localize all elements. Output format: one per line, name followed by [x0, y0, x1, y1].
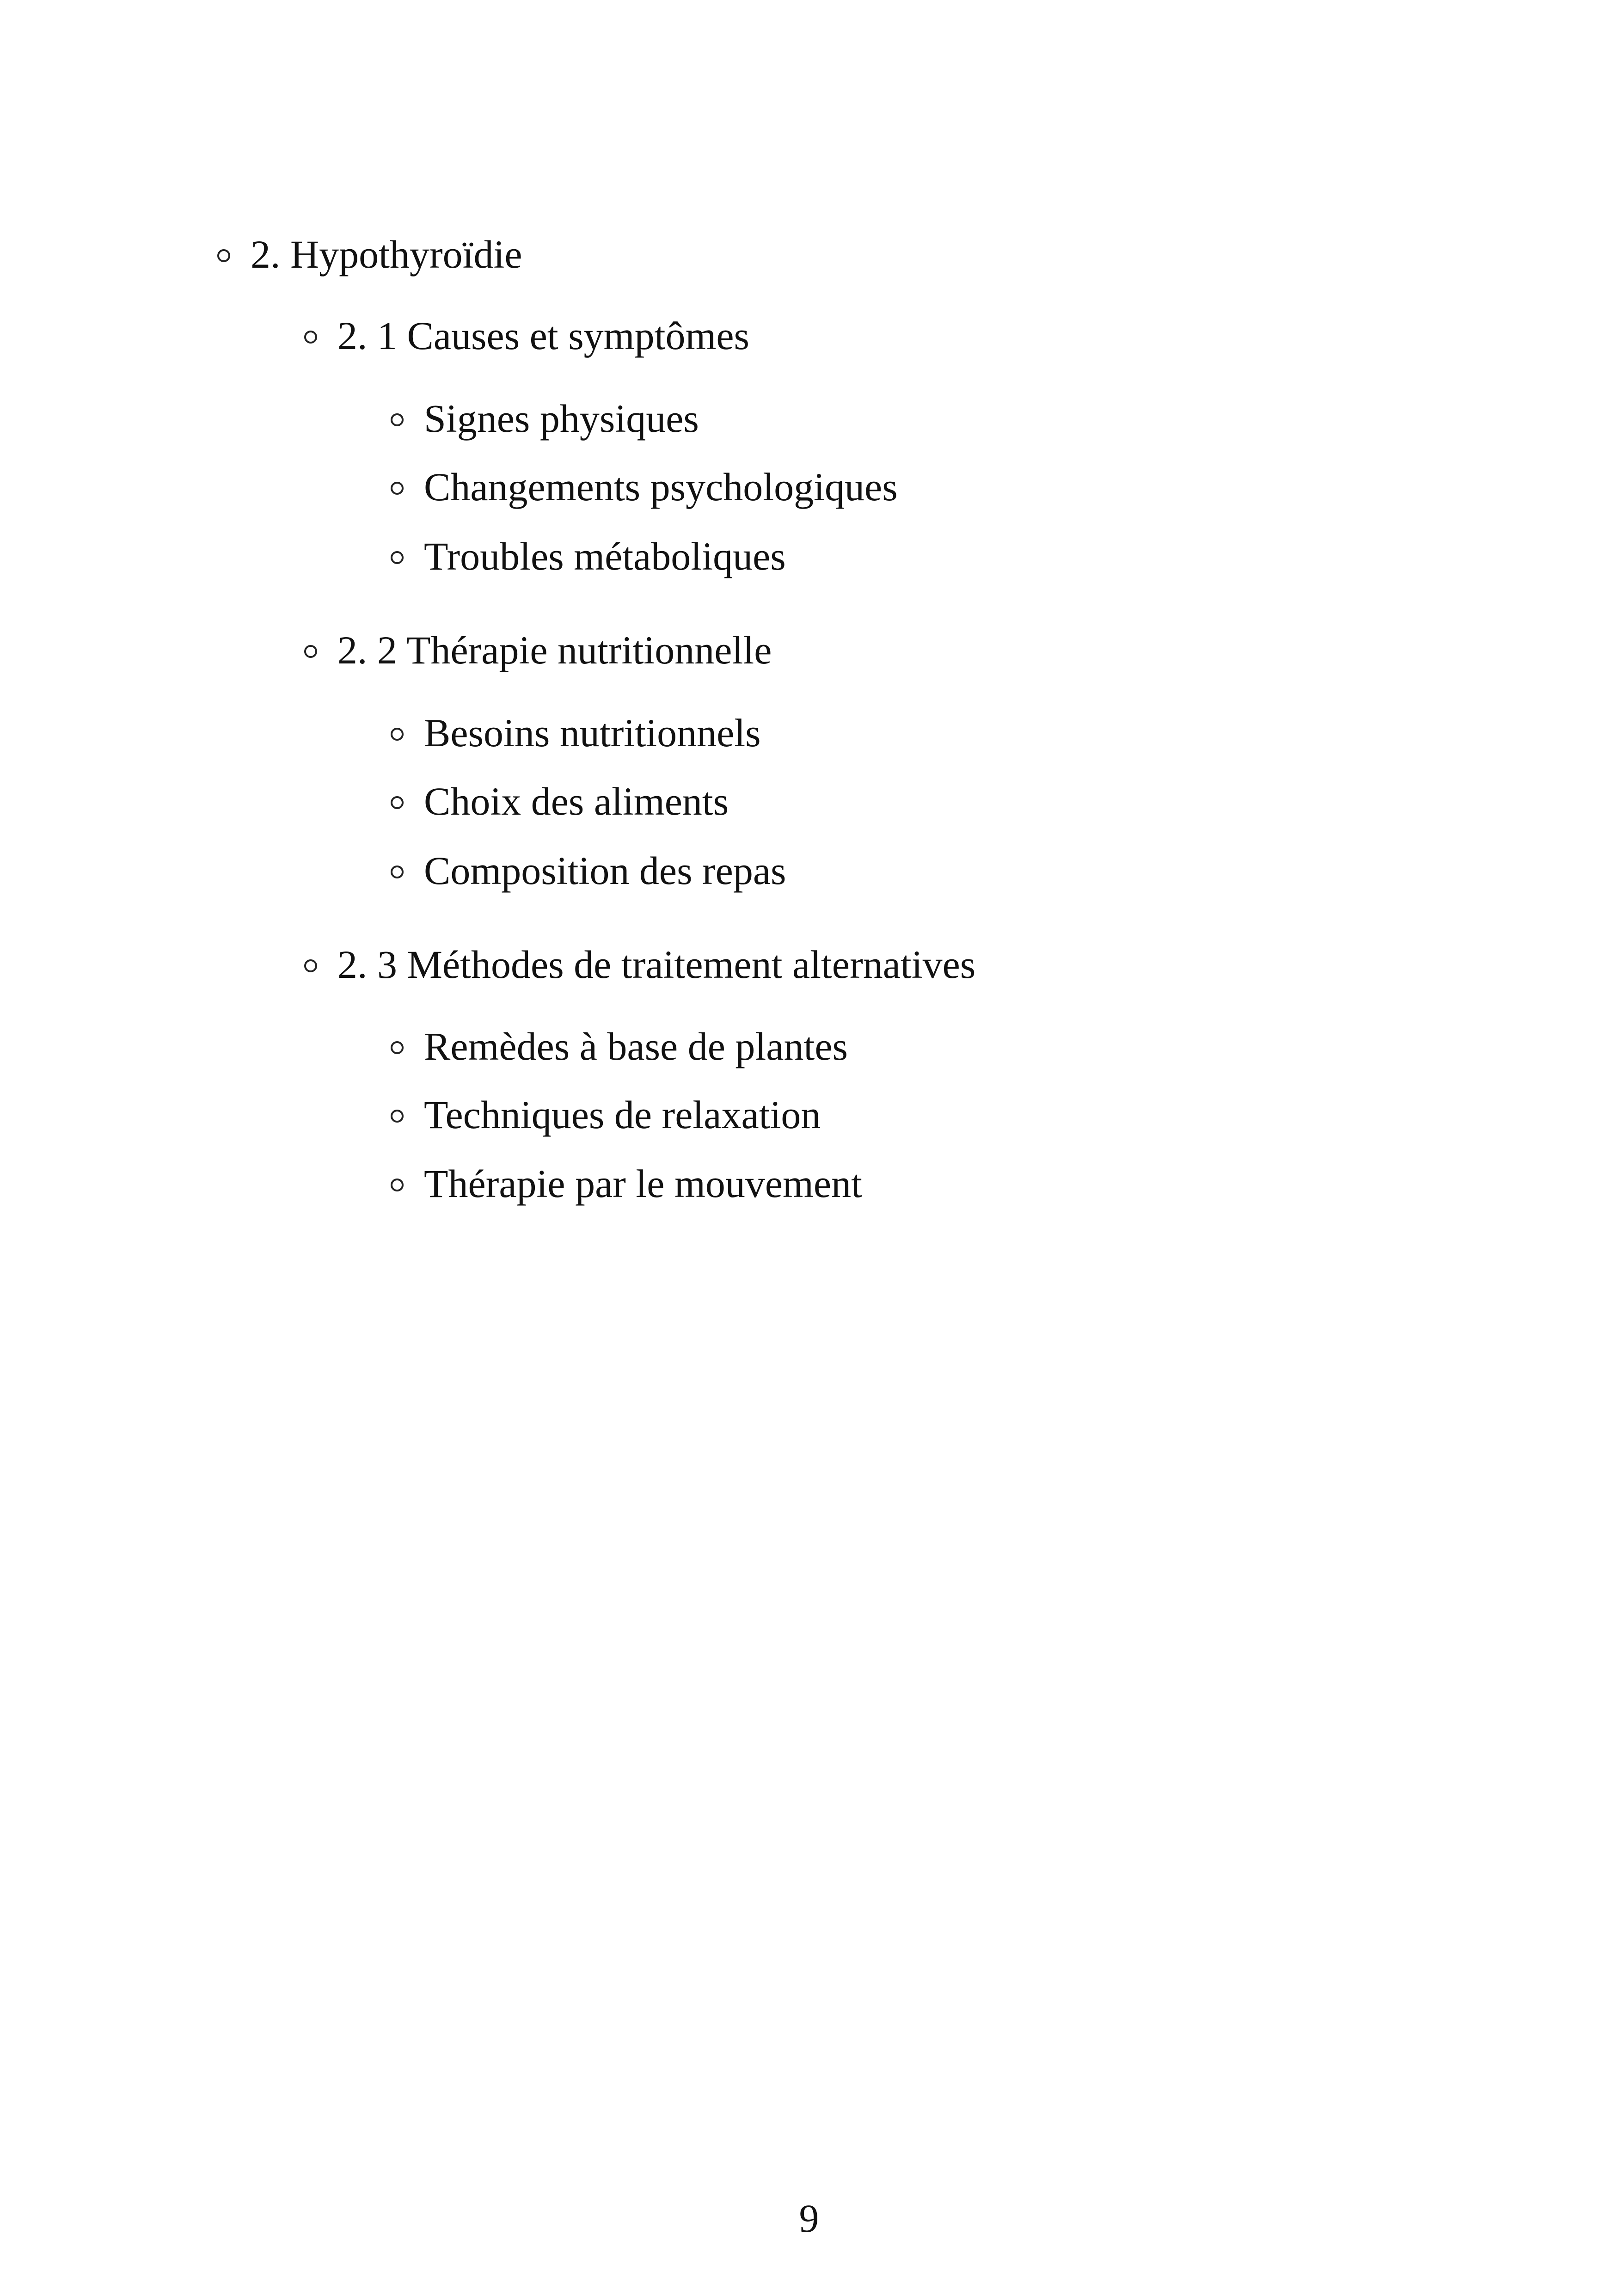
list-item: Composition des repas [424, 848, 786, 893]
outline-item-level-3 [391, 1023, 848, 1069]
outline-item-level-1 [217, 231, 522, 277]
hollow-bullet-icon [391, 728, 404, 741]
list-item: Besoins nutritionnels [424, 711, 761, 755]
hollow-bullet-icon [304, 959, 317, 972]
hollow-bullet-icon [304, 331, 317, 344]
hollow-bullet-icon [391, 866, 404, 878]
outline-item-level-3 [391, 778, 729, 824]
outline-item-level-3 [391, 847, 786, 894]
list-item: Thérapie par le mouvement [424, 1161, 862, 1206]
hollow-bullet-icon [391, 551, 404, 564]
outline-item-level-2 [304, 313, 749, 359]
outline-item-level-3 [391, 710, 761, 756]
hollow-bullet-icon [304, 645, 317, 658]
subsection-heading: 2. 3 Méthodes de traitement alternatives [337, 942, 976, 987]
section-heading: 2. Hypothyroïdie [251, 232, 522, 276]
outline-item-level-2 [304, 627, 772, 673]
outline-item-level-2 [304, 941, 975, 988]
outline-item-level-3 [391, 1092, 821, 1138]
list-item: Techniques de relaxation [424, 1093, 821, 1137]
outline-item-level-3 [391, 464, 898, 510]
list-item: Signes physiques [424, 396, 699, 441]
outline-item-level-3 [391, 395, 699, 442]
list-item: Choix des aliments [424, 779, 729, 823]
page-number: 9 [799, 2196, 819, 2241]
hollow-bullet-icon [391, 413, 404, 426]
hollow-bullet-icon [391, 1041, 404, 1054]
outline-item-level-3 [391, 533, 786, 579]
hollow-bullet-icon [391, 482, 404, 495]
outline-item-level-3 [391, 1160, 862, 1207]
subsection-heading: 2. 2 Thérapie nutritionnelle [337, 628, 772, 672]
hollow-bullet-icon [391, 1110, 404, 1123]
list-item: Troubles métaboliques [424, 534, 786, 578]
hollow-bullet-icon [391, 796, 404, 809]
hollow-bullet-icon [217, 249, 230, 262]
list-item: Remèdes à base de plantes [424, 1024, 848, 1068]
hollow-bullet-icon [391, 1179, 404, 1191]
subsection-heading: 2. 1 Causes et symptômes [337, 313, 749, 358]
list-item: Changements psychologiques [424, 465, 898, 509]
